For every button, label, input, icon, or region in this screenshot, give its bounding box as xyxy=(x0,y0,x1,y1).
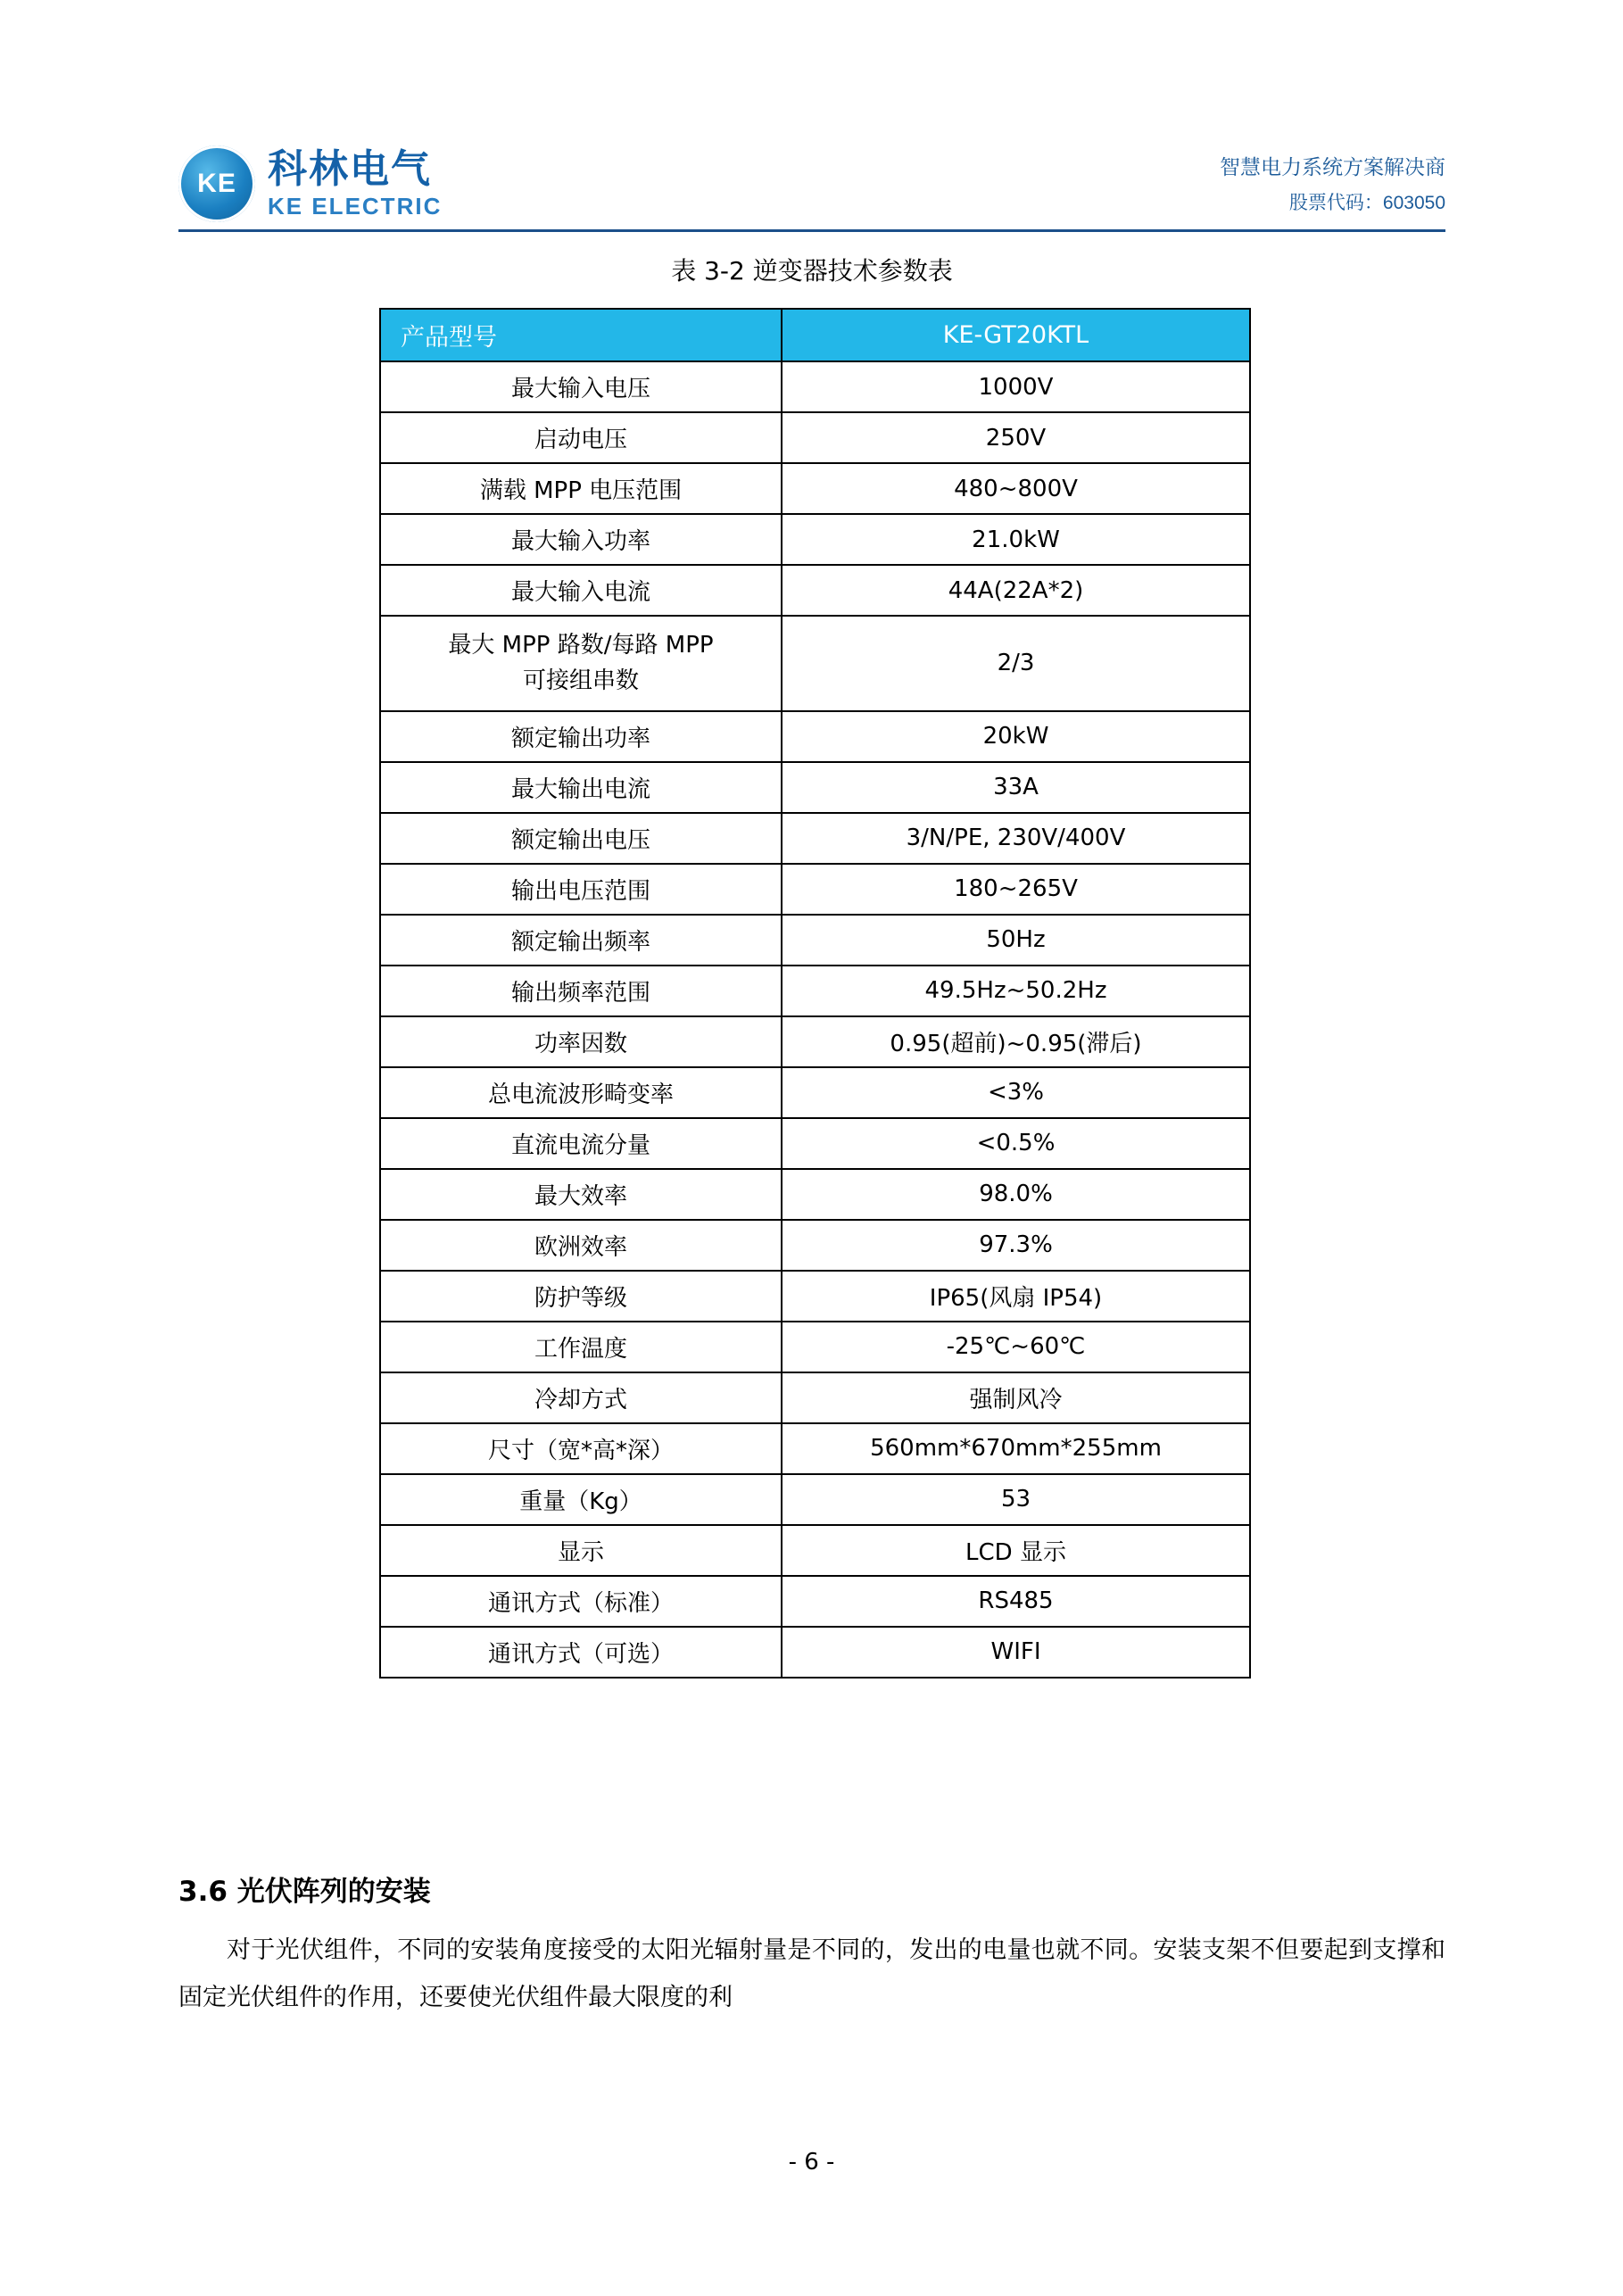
inverter-spec-table xyxy=(379,308,1251,1678)
table-caption: 表 3-2 逆变器技术参数表 xyxy=(671,256,953,286)
table-cell-value: 21.0kW xyxy=(782,514,1250,565)
table-row xyxy=(380,616,1250,711)
table-cell-param: 最大输出电流 xyxy=(380,762,782,813)
table-cell-value: 强制风冷 xyxy=(782,1372,1250,1423)
table-row xyxy=(380,412,1250,463)
table-row xyxy=(380,813,1250,864)
table-row xyxy=(380,1118,1250,1169)
table-row xyxy=(380,361,1250,412)
table-cell-value: 180~265V xyxy=(782,864,1250,915)
table-cell-value: IP65(风扇 IP54) xyxy=(782,1271,1250,1322)
brand-name-en: KE ELECTRIC xyxy=(268,193,443,220)
table-cell-value: 0.95(超前)~0.95(滞后) xyxy=(782,1016,1250,1067)
section-heading: 3.6 光伏阵列的安装 xyxy=(178,1876,431,1908)
table-header-value: KE-GT20KTL xyxy=(782,309,1250,361)
section-paragraph xyxy=(178,1927,1445,2021)
table-row xyxy=(380,1372,1250,1423)
table-row xyxy=(380,915,1250,966)
table-cell-param: 最大输入电流 xyxy=(380,565,782,616)
table-row xyxy=(380,1576,1250,1627)
table-cell-value: 44A(22A*2) xyxy=(782,565,1250,616)
table-cell-param: 满载 MPP 电压范围 xyxy=(380,463,782,514)
table-cell-value: 49.5Hz~50.2Hz xyxy=(782,966,1250,1016)
table-cell-value: 480~800V xyxy=(782,463,1250,514)
table-cell-param: 启动电压 xyxy=(380,412,782,463)
table-cell-value: 1000V xyxy=(782,361,1250,412)
table-cell-param: 通讯方式（可选） xyxy=(380,1627,782,1678)
table-cell-param: 显示 xyxy=(380,1525,782,1576)
table-cell-param: 最大 MPP 路数/每路 MPP 可接组串数 xyxy=(380,616,782,711)
table-cell-param: 冷却方式 xyxy=(380,1372,782,1423)
table-cell-value: 98.0% xyxy=(782,1169,1250,1220)
table-row xyxy=(380,1627,1250,1678)
table-cell-value: 97.3% xyxy=(782,1220,1250,1271)
table-cell-param: 额定输出功率 xyxy=(380,711,782,762)
table-row xyxy=(380,1322,1250,1372)
table-cell-param: 功率因数 xyxy=(380,1016,782,1067)
table-cell-value: -25℃~60℃ xyxy=(782,1322,1250,1372)
table-row xyxy=(380,1220,1250,1271)
logo-initials: KE xyxy=(197,169,236,198)
header-tagline-block xyxy=(1220,151,1445,222)
table-row xyxy=(380,514,1250,565)
table-row xyxy=(380,966,1250,1016)
table-cell-value: 20kW xyxy=(782,711,1250,762)
brand xyxy=(178,145,442,222)
table-header-row xyxy=(380,309,1250,361)
table-cell-value: 50Hz xyxy=(782,915,1250,966)
page-number: - 6 - xyxy=(788,2149,835,2176)
table-cell-param: 输出频率范围 xyxy=(380,966,782,1016)
table-cell-param: 通讯方式（标准） xyxy=(380,1576,782,1627)
table-cell-param: 总电流波形畸变率 xyxy=(380,1067,782,1118)
table-cell-param: 额定输出电压 xyxy=(380,813,782,864)
table-cell-param: 最大输入功率 xyxy=(380,514,782,565)
table-cell-value: 250V xyxy=(782,412,1250,463)
table-row xyxy=(380,864,1250,915)
company-logo-icon xyxy=(178,145,255,222)
page-header xyxy=(178,125,1445,232)
table-row xyxy=(380,565,1250,616)
paragraph-text: 对于光伏组件，不同的安装角度接受的太阳光辐射量是不同的，发出的电量也就不同。安装支架不但要起到支撑和固定光伏组件的作用，还要使光伏组件最大限度的利 xyxy=(178,1936,1445,2011)
table-row xyxy=(380,711,1250,762)
table-cell-param: 欧洲效率 xyxy=(380,1220,782,1271)
table-cell-value: WIFI xyxy=(782,1627,1250,1678)
table-cell-param: 防护等级 xyxy=(380,1271,782,1322)
brand-text xyxy=(268,146,443,220)
table-row xyxy=(380,1271,1250,1322)
brand-name-cn: 科林电气 xyxy=(268,146,432,192)
table-cell-value: RS485 xyxy=(782,1576,1250,1627)
table-cell-param: 直流电流分量 xyxy=(380,1118,782,1169)
header-stock-code: 股票代码：603050 xyxy=(1288,193,1445,214)
table-cell-value: <0.5% xyxy=(782,1118,1250,1169)
header-tagline: 智慧电力系统方案解决商 xyxy=(1220,154,1445,178)
table-header-param: 产品型号 xyxy=(380,309,782,361)
table-row xyxy=(380,463,1250,514)
table-cell-value: LCD 显示 xyxy=(782,1525,1250,1576)
table-cell-value: 33A xyxy=(782,762,1250,813)
table-row xyxy=(380,1525,1250,1576)
table-row xyxy=(380,1016,1250,1067)
table-cell-param: 输出电压范围 xyxy=(380,864,782,915)
table-cell-param: 尺寸（宽*高*深） xyxy=(380,1423,782,1474)
table-cell-param: 工作温度 xyxy=(380,1322,782,1372)
table-cell-param: 最大效率 xyxy=(380,1169,782,1220)
table-row xyxy=(380,762,1250,813)
table-row xyxy=(380,1474,1250,1525)
table-body xyxy=(380,361,1250,1678)
table-cell-value: 3/N/PE, 230V/400V xyxy=(782,813,1250,864)
table-row xyxy=(380,1423,1250,1474)
table-row xyxy=(380,1067,1250,1118)
table-cell-param: 重量（Kg） xyxy=(380,1474,782,1525)
table-cell-param: 额定输出频率 xyxy=(380,915,782,966)
table-cell-value: 53 xyxy=(782,1474,1250,1525)
table-cell-param: 最大输入电压 xyxy=(380,361,782,412)
table-cell-value: <3% xyxy=(782,1067,1250,1118)
table-cell-value: 2/3 xyxy=(782,616,1250,711)
table-cell-value: 560mm*670mm*255mm xyxy=(782,1423,1250,1474)
table-row xyxy=(380,1169,1250,1220)
